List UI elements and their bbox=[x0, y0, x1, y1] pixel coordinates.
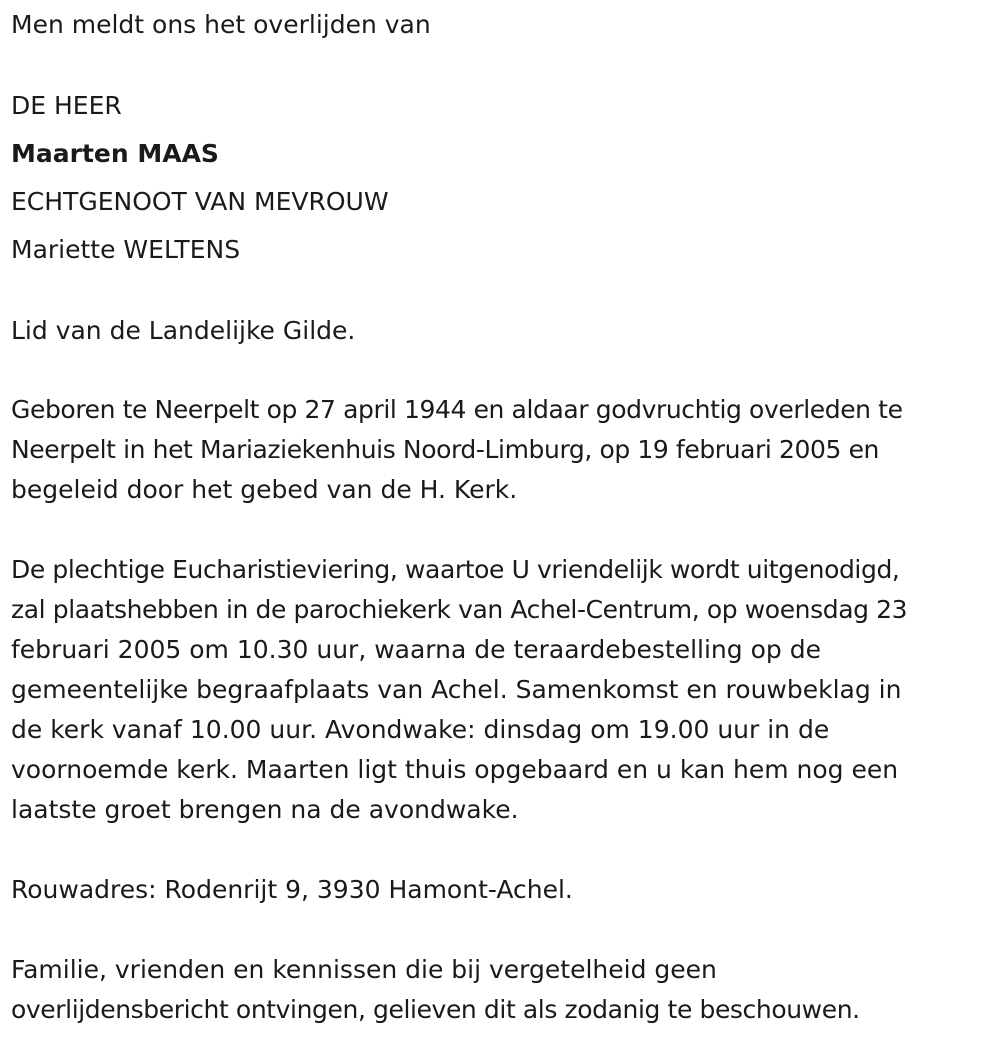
ceremony-line: zal plaatshebben in de parochiekerk van Achel-Centrum, op woensdag 23 bbox=[11, 595, 908, 624]
spouse-label: ECHTGENOOT VAN MEVROUW bbox=[11, 187, 389, 216]
ceremony-line: gemeentelijke begraafplaats van Achel. Samenkomst en rouwbeklag in bbox=[11, 675, 902, 704]
closing-line: overlijdensbericht ontvingen, gelieven dit als zodanig te beschouwen. bbox=[11, 995, 860, 1024]
ceremony-line: voornoemde kerk. Maarten ligt thuis opgebaard en u kan hem nog een bbox=[11, 755, 899, 784]
spouse-name: Mariette WELTENS bbox=[11, 235, 241, 264]
ceremony-line: februari 2005 om 10.30 uur, waarna de teraardebestelling op de bbox=[11, 635, 821, 664]
membership-text: Lid van de Landelijke Gilde. bbox=[11, 316, 356, 345]
closing-line: Familie, vrienden en kennissen die bij vergetelheid geen bbox=[11, 955, 717, 984]
intro-text: Men meldt ons het overlijden van bbox=[11, 10, 431, 39]
ceremony-line: de kerk vanaf 10.00 uur. Avondwake: dinsdag om 19.00 uur in de bbox=[11, 715, 830, 744]
deceased-name: Maarten MAAS bbox=[11, 139, 219, 168]
honorific-title: DE HEER bbox=[11, 91, 122, 120]
birth-line: Neerpelt in het Mariaziekenhuis Noord-Limburg, op 19 februari 2005 en bbox=[11, 435, 879, 464]
birth-line: Geboren te Neerpelt op 27 april 1944 en aldaar godvruchtig overleden te bbox=[11, 395, 903, 424]
ceremony-line: De plechtige Eucharistieviering, waartoe U vriendelijk wordt uitgenodigd, bbox=[11, 555, 900, 584]
ceremony-line: laatste groet brengen na de avondwake. bbox=[11, 795, 519, 824]
birth-line: begeleid door het gebed van de H. Kerk. bbox=[11, 475, 518, 504]
mourning-address: Rouwadres: Rodenrijt 9, 3930 Hamont-Achel. bbox=[11, 875, 573, 904]
